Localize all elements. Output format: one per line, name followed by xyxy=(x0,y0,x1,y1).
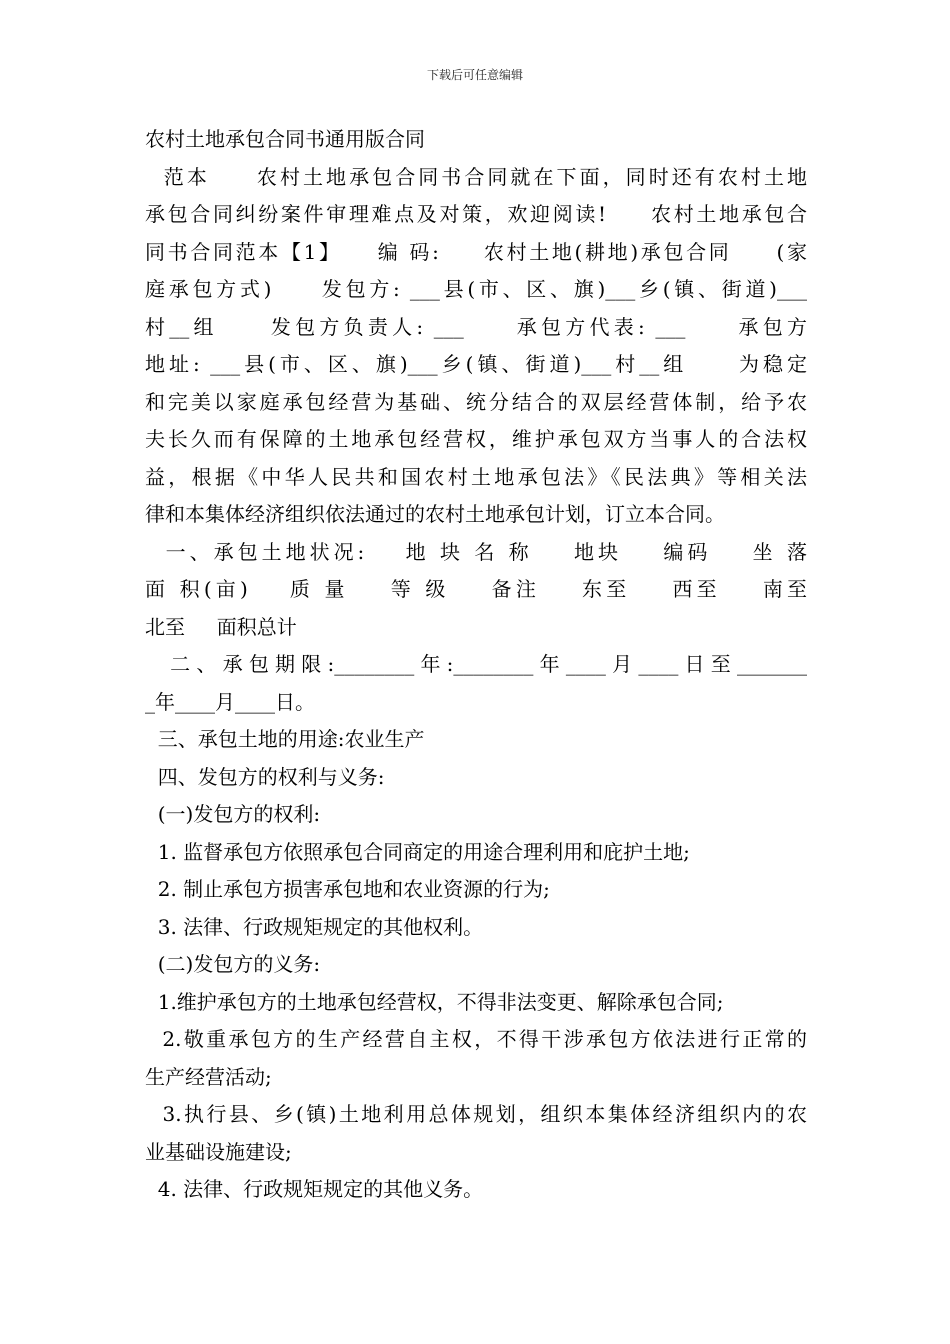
document-line: 面 积(亩) 质 量 等 级 备注 东至 西至 南至 xyxy=(145,577,807,601)
document-line: 四、发包方的权利与义务: xyxy=(145,764,385,789)
document-line: 庭承包方式) 发包方: ___县(市、区、旗)___乡(镇、街道)___ xyxy=(145,277,807,301)
document-line: 4. 法律、行政规矩规定的其他义务。 xyxy=(145,1177,484,1201)
document-line: 三、承包土地的用途:农业生产 xyxy=(145,727,425,751)
document-line: 生产经营活动; xyxy=(145,1064,272,1089)
document-line: 业基础设施建设; xyxy=(145,1139,292,1164)
document-line: 3. 法律、行政规矩规定的其他权利。 xyxy=(145,914,484,939)
document-line: 3.执行县、乡(镇)土地利用总体规划，组织本集体经济组织内的农 xyxy=(145,1102,807,1126)
document-body xyxy=(145,121,807,1209)
document-line: 和完美以家庭承包经营为基础、统分结合的双层经营体制，给予农 xyxy=(145,389,807,414)
document-line: _年____月____日。 xyxy=(145,689,315,714)
document-line: (一)发包方的权利: xyxy=(145,802,321,826)
document-line: 2.敬重承包方的生产经营自主权，不得干涉承包方依法进行正常的 xyxy=(145,1027,807,1051)
document-line: 村__组 发包方负责人: ___ 承包方代表: ___ 承包方 xyxy=(145,314,807,339)
document-line: 北至 面积总计 xyxy=(145,614,297,639)
document-line: 地址: ___县(市、区、旗)___乡(镇、街道)___村__组 为稳定 xyxy=(145,352,807,376)
document-line: 农村土地承包合同书通用版合同 xyxy=(145,127,425,151)
document-line: 2. 制止承包方损害承包地和农业资源的行为; xyxy=(145,877,550,901)
document-line: 1. 监督承包方依照承包合同商定的用途合理利用和庇护土地; xyxy=(145,839,690,864)
document-line: 承包合同纠纷案件审理难点及对策，欢迎阅读! 农村土地承包合 xyxy=(145,202,807,226)
document-line: 二、承包期限:________年:________年____月____日至_______ xyxy=(145,652,807,676)
document-line: 一、承包土地状况: 地 块 名 称 地块 编码 坐 落 xyxy=(145,539,807,564)
document-line: 1.维护承包方的土地承包经营权，不得非法变更、解除承包合同; xyxy=(145,989,724,1014)
document-line: 夫长久而有保障的土地承包经营权，维护承包双方当事人的合法权 xyxy=(145,427,807,451)
page-header: 下载后可任意编辑 xyxy=(426,68,523,82)
document-line: 益，根据《中华人民共和国农村土地承包法》《民法典》等相关法 xyxy=(145,464,807,489)
document-line: 范本 农村土地承包合同书合同就在下面，同时还有农村土地 xyxy=(145,164,807,189)
document-line: 同书合同范本【1】 编 码: 农村土地(耕地)承包合同 (家 xyxy=(145,239,807,264)
document-line: 律和本集体经济组织依法通过的农村土地承包计划，订立本合同。 xyxy=(145,502,725,526)
document-line: (二)发包方的义务: xyxy=(145,952,321,976)
